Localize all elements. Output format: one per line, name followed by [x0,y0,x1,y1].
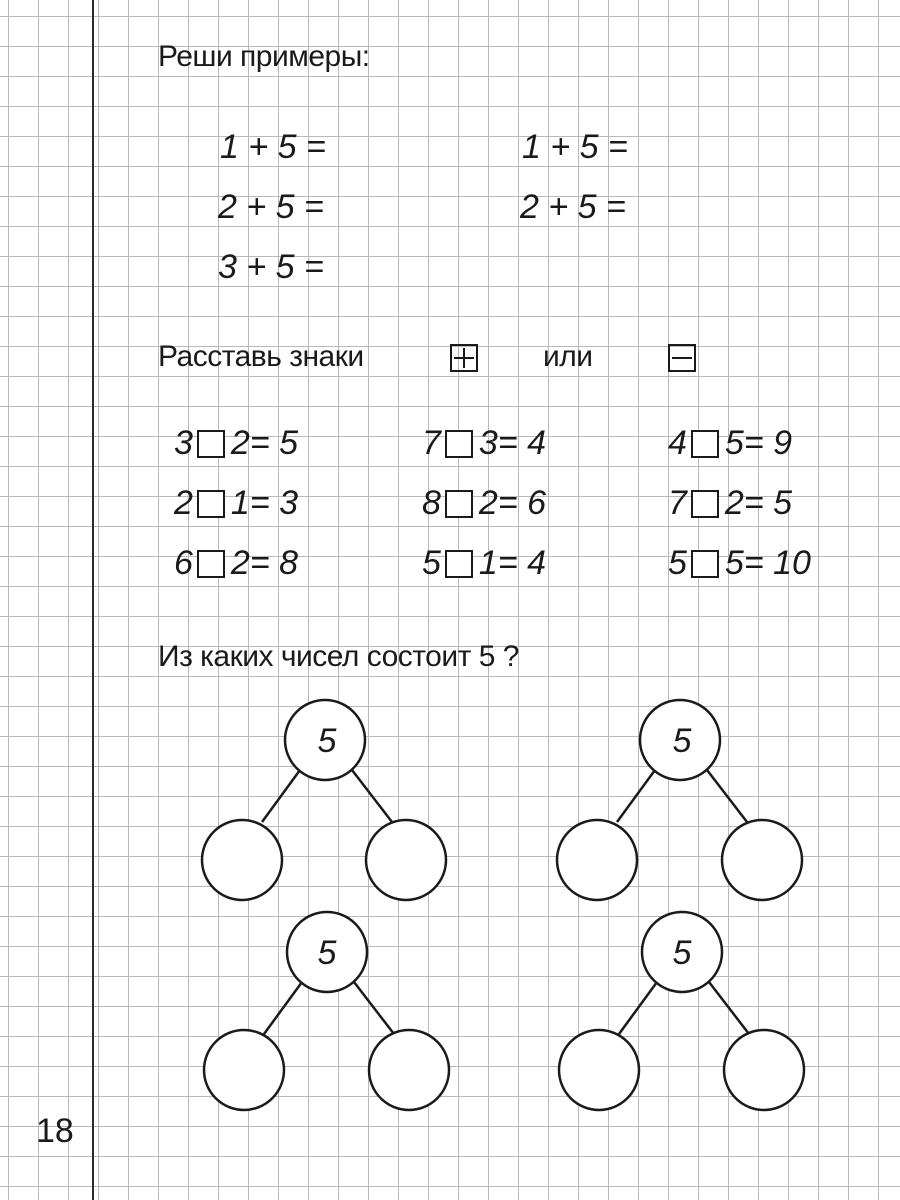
operand-rest: 5= 10 [724,544,811,582]
section1-title: Реши примеры: [158,40,370,73]
branch-line [262,770,300,822]
operand-a: 5 [668,544,687,582]
number-tree [202,700,446,900]
operand-rest: 3= 4 [478,424,547,462]
top-number: 5 [317,722,337,760]
example-3: 3 + 5 = [218,248,324,286]
operand-a: 5 [422,544,441,582]
connector-or: или [543,340,593,373]
branch-line [264,982,302,1034]
answer-circle[interactable] [204,1030,284,1110]
operand-rest: 2= 6 [478,484,547,522]
operand-rest: 5= 9 [724,424,793,462]
top-number: 5 [317,934,337,972]
answer-circle[interactable] [722,820,802,900]
branch-line [709,982,749,1034]
number-tree [559,912,804,1110]
top-number: 5 [672,934,692,972]
example-4: 1 + 5 = [522,128,628,166]
operand-a: 7 [422,424,441,462]
branch-line [354,982,394,1034]
answer-circle[interactable] [557,820,637,900]
operand-rest: 2= 8 [230,544,299,582]
operand-a: 2 [174,484,193,522]
page-number: 18 [36,1112,74,1150]
answer-circle[interactable] [559,1030,639,1110]
operand-rest: 1= 4 [478,544,547,582]
operand-a: 6 [174,544,193,582]
number-tree [204,912,449,1110]
section2-title: Расставь знаки [158,340,364,373]
branch-line [707,770,747,822]
answer-circle[interactable] [369,1030,449,1110]
operand-a: 4 [668,424,687,462]
answer-circle[interactable] [366,820,446,900]
operand-a: 8 [422,484,441,522]
operand-rest: 2= 5 [724,484,793,522]
number-tree [557,700,802,900]
branch-line [619,982,657,1034]
example-2: 2 + 5 = [218,188,324,226]
example-1: 1 + 5 = [220,128,326,166]
example-5: 2 + 5 = [520,188,626,226]
answer-circle[interactable] [724,1030,804,1110]
operand-rest: 2= 5 [230,424,299,462]
answer-circle[interactable] [202,820,282,900]
operand-a: 3 [174,424,193,462]
section3-title: Из каких чисел состоит 5 ? [158,640,519,673]
branch-line [352,770,392,822]
branch-line [617,770,655,822]
operand-rest: 1= 3 [230,484,299,522]
top-number: 5 [672,722,692,760]
operand-a: 7 [668,484,687,522]
